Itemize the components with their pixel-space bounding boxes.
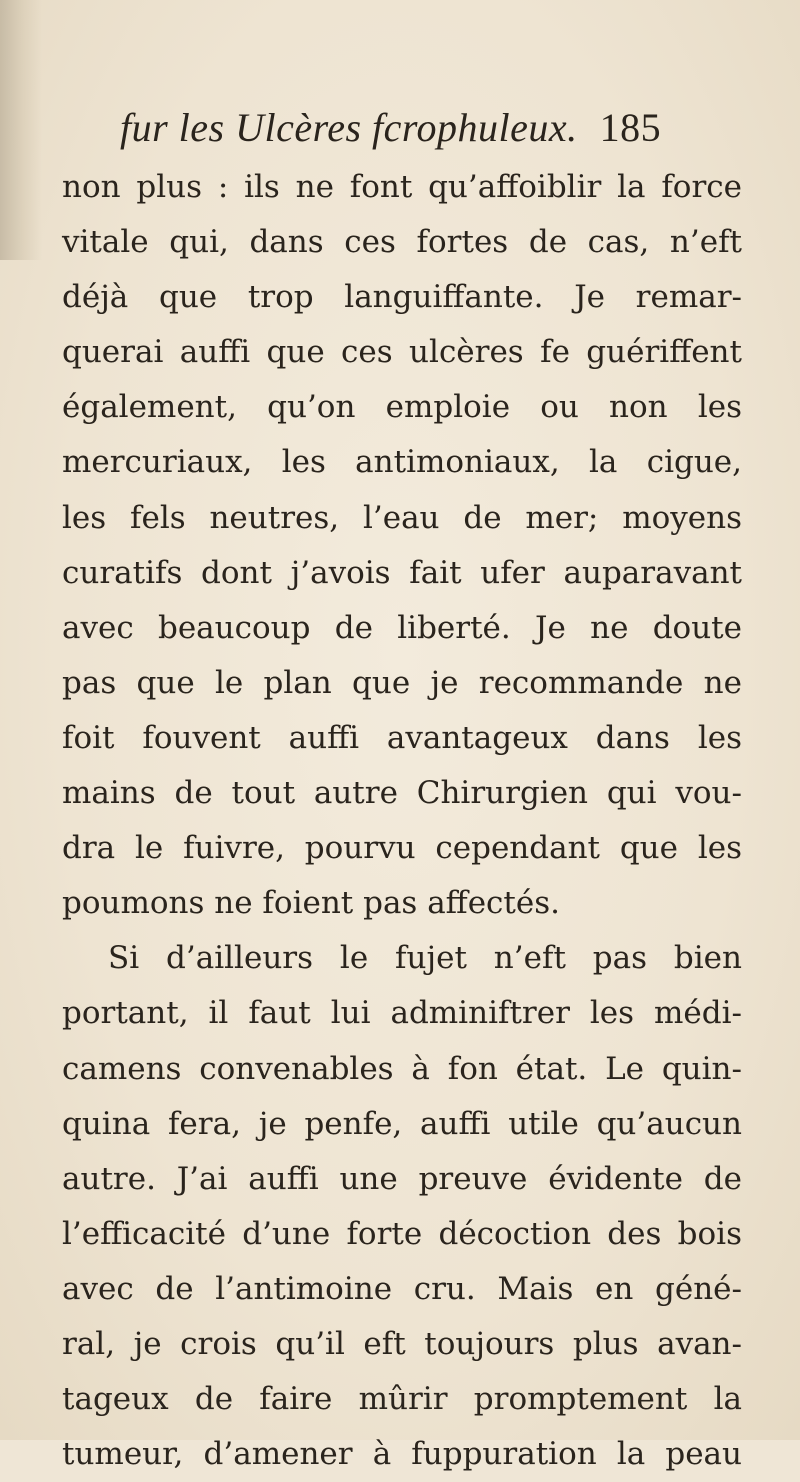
running-head-title: fur les Ulcères fcrophuleux. bbox=[120, 105, 578, 150]
text-line: foit fouvent auffi avantageux dans les bbox=[62, 719, 742, 756]
body-text bbox=[62, 160, 742, 1482]
text-line: avec beaucoup de liberté. Je ne doute bbox=[62, 609, 742, 646]
text-line: pas que le plan que je recommande ne bbox=[62, 664, 742, 701]
text-line: mercuriaux, les antimoniaux, la cigue, bbox=[62, 444, 742, 481]
text-line: mains de tout autre Chirurgien qui vou- bbox=[62, 775, 742, 812]
text-line: tumeur, d’amener à fuppuration la peau bbox=[62, 1436, 742, 1473]
text-line: curatifs dont j’avois fait ufer auparavant bbox=[62, 554, 742, 591]
text-line: tageux de faire mûrir promptement la bbox=[62, 1381, 742, 1418]
page-number: 185 bbox=[599, 105, 662, 150]
text-line: poumons ne foient pas affectés. bbox=[62, 885, 560, 922]
text-line: non plus : ils ne font qu’affoiblir la force bbox=[62, 169, 742, 205]
text-line: les fels neutres, l’eau de mer; moyens bbox=[62, 499, 742, 536]
text-line: ral, je crois qu’il eft toujours plus avan- bbox=[62, 1325, 742, 1362]
page-edge-shadow bbox=[0, 0, 42, 260]
text-line: déjà que trop languiffante. Je remar- bbox=[62, 279, 742, 316]
text-line: autre. J’ai auffi une preuve évidente de bbox=[62, 1160, 742, 1197]
text-line: portant, il faut lui adminiftrer les médi- bbox=[62, 995, 742, 1032]
text-line: l’efficacité d’une forte décoction des bois bbox=[62, 1215, 742, 1252]
text-line: dra le fuivre, pourvu cependant que les bbox=[62, 830, 742, 867]
text-line: querai auffi que ces ulcères fe guériffent bbox=[62, 334, 742, 371]
text-line: Si d’ailleurs le fujet n’eft pas bien bbox=[108, 940, 742, 977]
text-line: camens convenables à fon état. Le quin- bbox=[62, 1050, 742, 1087]
text-line: quina fera, je penfe, auffi utile qu’aucun bbox=[62, 1105, 742, 1142]
running-head bbox=[120, 98, 680, 158]
text-line: vitale qui, dans ces fortes de cas, n’eft bbox=[62, 224, 742, 261]
text-line: avec de l’antimoine cru. Mais en géné- bbox=[62, 1270, 742, 1307]
text-line: également, qu’on emploie ou non les bbox=[62, 389, 742, 426]
